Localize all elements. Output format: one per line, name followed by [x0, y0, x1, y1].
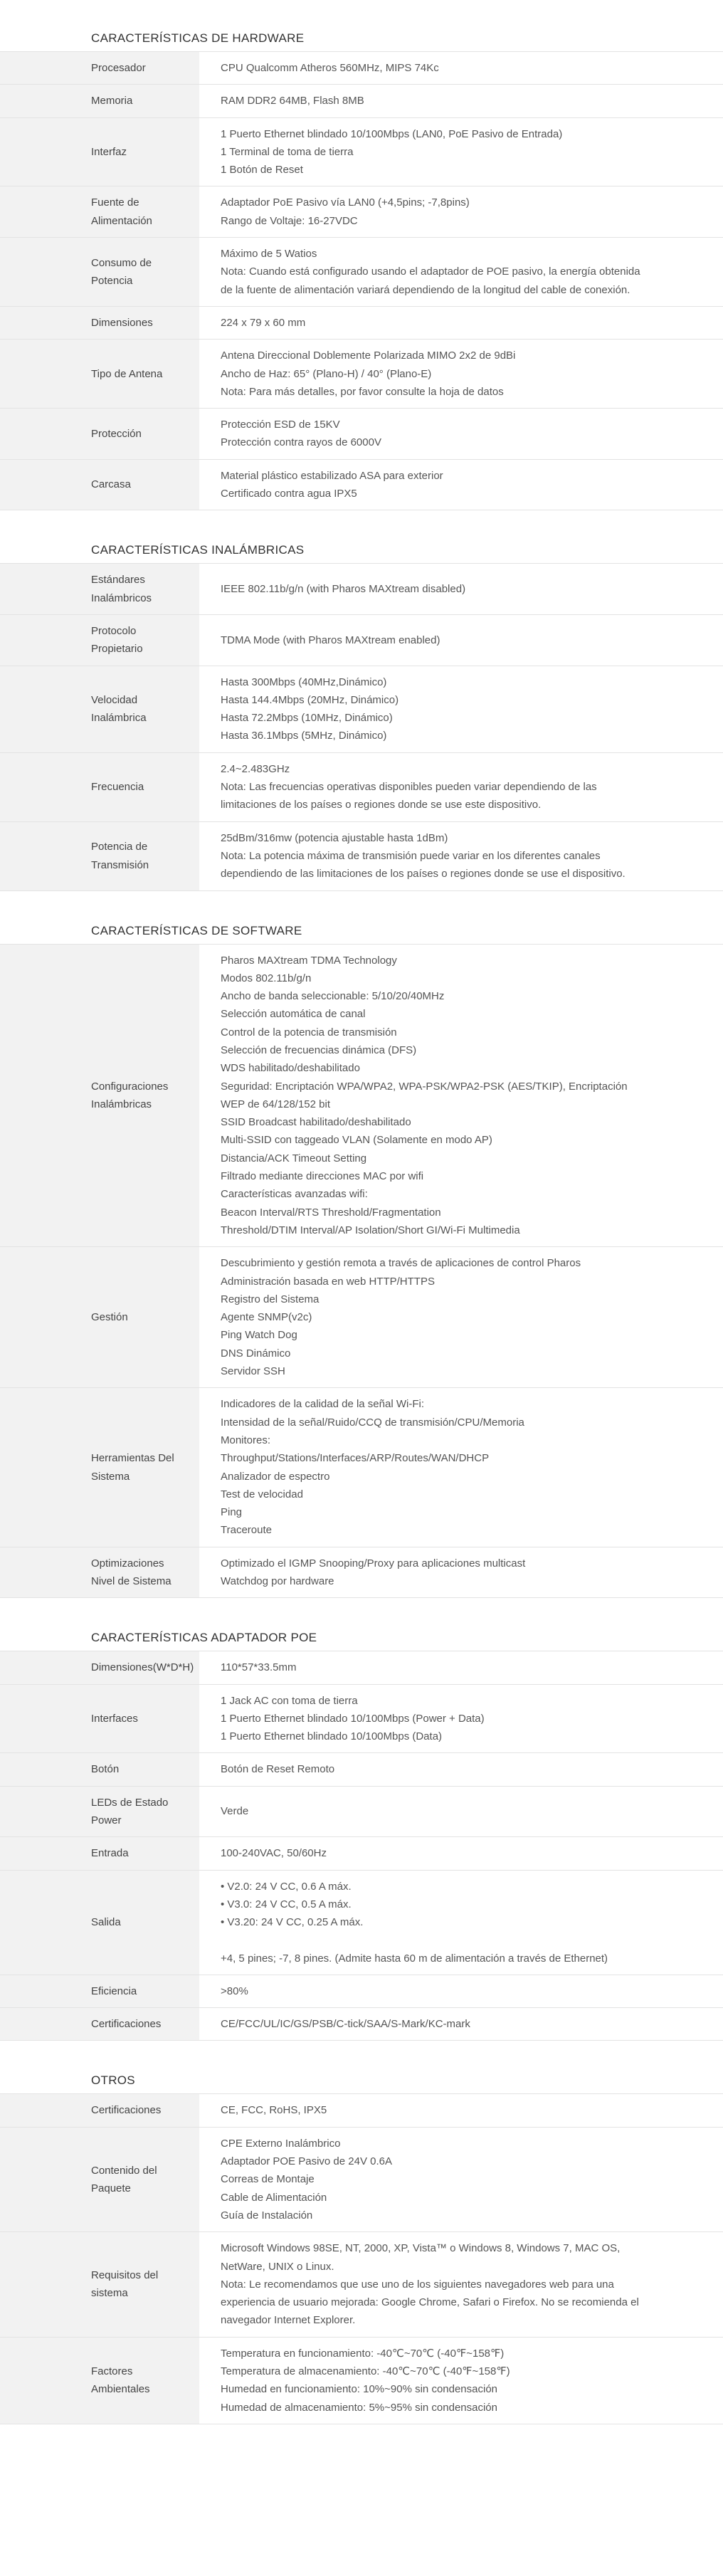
spec-label: Velocidad Inalámbrica: [0, 666, 199, 752]
spec-value-line: [221, 1932, 652, 1950]
spec-value-line: 1 Puerto Ethernet blindado 10/100Mbps (Data): [221, 1730, 443, 1743]
spec-value-line: Pharos MAXtream TDMA Technology: [221, 954, 397, 967]
spec-value-line: DNS Dinámico: [221, 1347, 291, 1360]
spec-value-line: Ancho de Haz: 65° (Plano-H) / 40° (Plano-E): [221, 367, 432, 380]
spec-value-line: SSID Broadcast habilitado/deshabilitado: [221, 1116, 411, 1129]
spec-row: [0, 666, 723, 752]
spec-value-line: Características avanzadas wifi:: [221, 1188, 368, 1201]
spec-row: [0, 409, 723, 460]
spec-row: [0, 1388, 723, 1547]
spec-value-line: Modos 802.11b/g/n: [221, 972, 312, 984]
spec-value-line: Hasta 72.2Mbps (10MHz, Dinámico): [221, 712, 393, 725]
spec-value-line: Agente SNMP(v2c): [221, 1311, 312, 1324]
spec-value-line: >80%: [221, 1984, 248, 1997]
spec-row: [0, 1870, 723, 1975]
spec-row: [0, 340, 723, 409]
spec-label: Gestión: [0, 1247, 199, 1388]
spec-value-line: Material plástico estabilizado ASA para exterior: [221, 469, 443, 482]
spec-value-line: CE/FCC/UL/IC/GS/PSB/C-tick/SAA/S-Mark/KC-mark: [221, 2018, 470, 2031]
spec-row: [0, 752, 723, 821]
spec-value-line: Rango de Voltaje: 16-27VDC: [221, 214, 358, 227]
spec-label: Tipo de Antena: [0, 340, 199, 409]
spec-value: [199, 614, 723, 666]
section-title: CARACTERÍSTICAS ADAPTADOR POE: [91, 1631, 317, 1645]
spec-label: Memoria: [0, 85, 199, 117]
spec-value: [199, 1837, 723, 1870]
spec-value: [199, 1975, 723, 2007]
spec-value: [199, 52, 723, 85]
spec-label: Configuraciones Inalámbricas: [0, 944, 199, 1247]
spec-section: [0, 2041, 723, 2424]
spec-value-line: Test de velocidad: [221, 1488, 303, 1500]
spec-row: [0, 1975, 723, 2007]
spec-value-line: Seguridad: Encriptación WPA/WPA2, WPA-PSK/WPA2-PSK (AES/TKIP), Encriptación WEP de 64/128/152 bit: [221, 1080, 628, 1110]
spec-value: [199, 1651, 723, 1684]
spec-value-line: Beacon Interval/RTS Threshold/Fragmentation: [221, 1206, 441, 1219]
spec-label: Fuente de Alimentación: [0, 186, 199, 238]
spec-value: [199, 409, 723, 460]
spec-value: [199, 238, 723, 307]
spec-row: [0, 1247, 723, 1388]
spec-row: [0, 564, 723, 615]
spec-label: Optimizaciones Nivel de Sistema: [0, 1547, 199, 1598]
spec-value-line: • V2.0: 24 V CC, 0.6 A máx.: [221, 1880, 352, 1893]
spec-value: [199, 186, 723, 238]
spec-value-line: Servidor SSH: [221, 1365, 285, 1378]
spec-row: [0, 1837, 723, 1870]
spec-value-line: Temperatura en funcionamiento: -40℃~70℃ (-40℉~158℉): [221, 2347, 505, 2360]
spec-value-line: Intensidad de la señal/Ruido/CCQ de transmisión/CPU/Memoria: [221, 1416, 524, 1429]
section-title: CARACTERÍSTICAS INALÁMBRICAS: [91, 543, 305, 557]
spec-value: [199, 2337, 723, 2424]
spec-value: [199, 2094, 723, 2127]
spec-label: Herramientas Del Sistema: [0, 1388, 199, 1547]
spec-value-line: Selección de frecuencias dinámica (DFS): [221, 1043, 417, 1056]
spec-table: [0, 563, 723, 890]
spec-value-line: Multi-SSID con taggeado VLAN (Solamente en modo AP): [221, 1134, 492, 1147]
spec-label: Salida: [0, 1870, 199, 1975]
spec-row: [0, 2337, 723, 2424]
spec-label: Consumo de Potencia: [0, 238, 199, 307]
spec-row: [0, 459, 723, 510]
spec-value: [199, 666, 723, 752]
spec-row: [0, 2094, 723, 2127]
spec-value: [199, 2232, 723, 2337]
spec-value-line: Humedad de almacenamiento: 5%~95% sin condensación: [221, 2401, 497, 2414]
section-title: CARACTERÍSTICAS DE SOFTWARE: [91, 923, 302, 937]
spec-label: LEDs de Estado Power: [0, 1786, 199, 1837]
spec-table: [0, 51, 723, 510]
spec-label: Interfaces: [0, 1684, 199, 1753]
spec-value-line: 224 x 79 x 60 mm: [221, 316, 306, 329]
spec-value-line: CPU Qualcomm Atheros 560MHz, MIPS 74Kc: [221, 62, 439, 74]
spec-value-line: WDS habilitado/deshabilitado: [221, 1062, 360, 1075]
spec-row: [0, 186, 723, 238]
spec-value: [199, 821, 723, 890]
spec-value-line: • V3.0: 24 V CC, 0.5 A máx.: [221, 1898, 352, 1910]
spec-value-line: Nota: Cuando está configurado usando el adaptador de POE pasivo, la energía obtenida de la fuente de alimentación variará dependiendo de la longitud del cable de conexión.: [221, 266, 640, 296]
spec-value-line: 1 Puerto Ethernet blindado 10/100Mbps (LAN0, PoE Pasivo de Entrada): [221, 127, 563, 140]
spec-value-line: • V3.20: 24 V CC, 0.25 A máx.: [221, 1916, 364, 1929]
spec-value-line: 100-240VAC, 50/60Hz: [221, 1847, 327, 1860]
spec-label: Dimensiones: [0, 306, 199, 339]
spec-value: [199, 85, 723, 117]
spec-value-line: Threshold/DTIM Interval/AP Isolation/Short GI/Wi-Fi Multimedia: [221, 1224, 520, 1236]
spec-value-line: 1 Botón de Reset: [221, 164, 303, 177]
spec-value-line: Indicadores de la calidad de la señal Wi-Fi:: [221, 1398, 424, 1411]
spec-value-line: Control de la potencia de transmisión: [221, 1026, 397, 1039]
spec-value-line: Nota: Le recomendamos que use uno de los siguientes navegadores web para una experiencia de usuario mejorada: Google Chrome, Safari o Firefox. No se recomienda el navegador Internet Explorer.: [221, 2278, 639, 2327]
spec-row: [0, 2232, 723, 2337]
spec-value: [199, 2008, 723, 2041]
spec-value-line: Certificado contra agua IPX5: [221, 488, 357, 500]
spec-row: [0, 85, 723, 117]
spec-value-line: Hasta 36.1Mbps (5MHz, Dinámico): [221, 730, 387, 742]
spec-value-line: 1 Terminal de toma de tierra: [221, 145, 354, 158]
spec-row: [0, 1684, 723, 1753]
spec-label: Potencia de Transmisión: [0, 821, 199, 890]
spec-value-line: CE, FCC, RoHS, IPX5: [221, 2104, 327, 2117]
spec-value-line: Antena Direccional Doblemente Polarizada MIMO 2x2 de 9dBi: [221, 349, 516, 362]
spec-section: [0, 510, 723, 890]
spec-value-line: Protección ESD de 15KV: [221, 419, 340, 431]
spec-value-line: Guía de Instalación: [221, 2209, 313, 2222]
spec-value-line: Botón de Reset Remoto: [221, 1763, 335, 1776]
spec-row: [0, 944, 723, 1247]
spec-value-line: Administración basada en web HTTP/HTTPS: [221, 1275, 435, 1288]
spec-label: Interfaz: [0, 117, 199, 186]
spec-value-line: Hasta 144.4Mbps (20MHz, Dinámico): [221, 693, 399, 706]
spec-value-line: CPE Externo Inalámbrico: [221, 2137, 341, 2150]
spec-label: Entrada: [0, 1837, 199, 1870]
spec-section: [0, 1598, 723, 2041]
spec-value-line: Humedad en funcionamiento: 10%~90% sin condensación: [221, 2383, 498, 2396]
spec-row: [0, 1786, 723, 1837]
spec-row: [0, 1651, 723, 1684]
spec-row: [0, 2127, 723, 2231]
spec-value-line: +4, 5 pines; -7, 8 pines. (Admite hasta 60 m de alimentación a través de Ethernet): [221, 1952, 608, 1965]
spec-value-line: Adaptador POE Pasivo de 24V 0.6A: [221, 2155, 392, 2168]
spec-value-line: Traceroute: [221, 1524, 272, 1537]
spec-value: [199, 1388, 723, 1547]
spec-label: Requisitos del sistema: [0, 2232, 199, 2337]
spec-label: Eficiencia: [0, 1975, 199, 2007]
spec-value-line: Hasta 300Mbps (40MHz,Dinámico): [221, 675, 387, 688]
spec-label: Protección: [0, 409, 199, 460]
spec-label: Factores Ambientales: [0, 2337, 199, 2424]
spec-value-line: Watchdog por hardware: [221, 1575, 334, 1587]
spec-value: [199, 340, 723, 409]
spec-value-line: Cable de Alimentación: [221, 2191, 327, 2204]
spec-row: [0, 614, 723, 666]
spec-value: [199, 944, 723, 1247]
spec-value: [199, 564, 723, 615]
spec-table: [0, 2093, 723, 2424]
spec-value-line: Distancia/ACK Timeout Setting: [221, 1152, 367, 1165]
section-title: OTROS: [91, 2073, 135, 2088]
spec-value-line: Temperatura de almacenamiento: -40℃~70℃ (-40℉~158℉): [221, 2365, 510, 2378]
spec-value-line: Analizador de espectro: [221, 1470, 330, 1483]
spec-label: Carcasa: [0, 459, 199, 510]
spec-value-line: Verde: [221, 1805, 249, 1818]
spec-label: Dimensiones(W*D*H): [0, 1651, 199, 1684]
spec-table: [0, 1651, 723, 2041]
spec-value-line: Microsoft Windows 98SE, NT, 2000, XP, Vista™ o Windows 8, Windows 7, MAC OS, NetWare, UNIX o Linux.: [221, 2242, 621, 2273]
spec-section: [0, 891, 723, 1599]
spec-value-line: RAM DDR2 64MB, Flash 8MB: [221, 95, 364, 107]
spec-value-line: Filtrado mediante direcciones MAC por wifi: [221, 1170, 424, 1183]
spec-value: [199, 1547, 723, 1598]
spec-value-line: Descubrimiento y gestión remota a través de aplicaciones de control Pharos: [221, 1257, 581, 1270]
spec-value-line: Registro del Sistema: [221, 1293, 320, 1305]
spec-value-line: Adaptador PoE Pasivo vía LAN0 (+4,5pins; -7,8pins): [221, 196, 470, 209]
spec-value-line: Protección contra rayos de 6000V: [221, 436, 381, 449]
spec-value-line: Ping: [221, 1506, 243, 1519]
spec-value: [199, 2127, 723, 2231]
spec-value-line: Nota: Las frecuencias operativas disponibles pueden variar dependiendo de las limitaciones de los países o regiones donde se use este dispositivo.: [221, 781, 597, 811]
spec-label: Estándares Inalámbricos: [0, 564, 199, 615]
spec-value-line: Nota: Para más detalles, por favor consulte la hoja de datos: [221, 385, 504, 398]
spec-value-line: Monitores:: [221, 1434, 271, 1446]
spec-label: Certificaciones: [0, 2094, 199, 2127]
spec-value-line: IEEE 802.11b/g/n (with Pharos MAXtream disabled): [221, 582, 466, 595]
spec-value: [199, 1870, 723, 1975]
spec-value: [199, 1786, 723, 1837]
spec-value-line: Correas de Montaje: [221, 2173, 315, 2186]
spec-value: [199, 1753, 723, 1786]
section-title: CARACTERÍSTICAS DE HARDWARE: [91, 31, 305, 45]
spec-row: [0, 821, 723, 890]
spec-row: [0, 306, 723, 339]
spec-value-line: Ancho de banda seleccionable: 5/10/20/40MHz: [221, 990, 445, 1003]
spec-value: [199, 1684, 723, 1753]
spec-value-line: TDMA Mode (with Pharos MAXtream enabled): [221, 634, 440, 646]
spec-row: [0, 117, 723, 186]
spec-label: Frecuencia: [0, 752, 199, 821]
spec-label: Botón: [0, 1753, 199, 1786]
spec-value-line: Optimizado el IGMP Snooping/Proxy para aplicaciones multicast: [221, 1557, 526, 1570]
spec-value: [199, 117, 723, 186]
spec-value-line: Selección automática de canal: [221, 1008, 366, 1021]
spec-value: [199, 459, 723, 510]
spec-value-line: 110*57*33.5mm: [221, 1661, 297, 1674]
spec-value-line: 2.4~2.483GHz: [221, 762, 290, 775]
spec-value: [199, 752, 723, 821]
spec-value-line: Throughput/Stations/Interfaces/ARP/Routes/WAN/DHCP: [221, 1452, 490, 1465]
spec-value-line: Ping Watch Dog: [221, 1329, 297, 1342]
spec-label: Protocolo Propietario: [0, 614, 199, 666]
spec-row: [0, 52, 723, 85]
spec-label: Contenido del Paquete: [0, 2127, 199, 2231]
spec-section: [0, 0, 723, 510]
spec-label: Procesador: [0, 52, 199, 85]
spec-value-line: Máximo de 5 Watios: [221, 248, 317, 261]
spec-row: [0, 238, 723, 307]
spec-value: [199, 306, 723, 339]
spec-row: [0, 1753, 723, 1786]
spec-value-line: 1 Jack AC con toma de tierra: [221, 1694, 358, 1707]
spec-value-line: 1 Puerto Ethernet blindado 10/100Mbps (Power + Data): [221, 1712, 485, 1725]
spec-label: Certificaciones: [0, 2008, 199, 2041]
spec-value-line: Nota: La potencia máxima de transmisión puede variar en los diferentes canales dependiendo de las limitaciones de los países o regiones donde se use el dispositivo.: [221, 849, 626, 880]
spec-value-line: 25dBm/316mw (potencia ajustable hasta 1dBm): [221, 831, 448, 844]
spec-value: [199, 1247, 723, 1388]
spec-row: [0, 1547, 723, 1598]
spec-table: [0, 944, 723, 1599]
spec-row: [0, 2008, 723, 2041]
